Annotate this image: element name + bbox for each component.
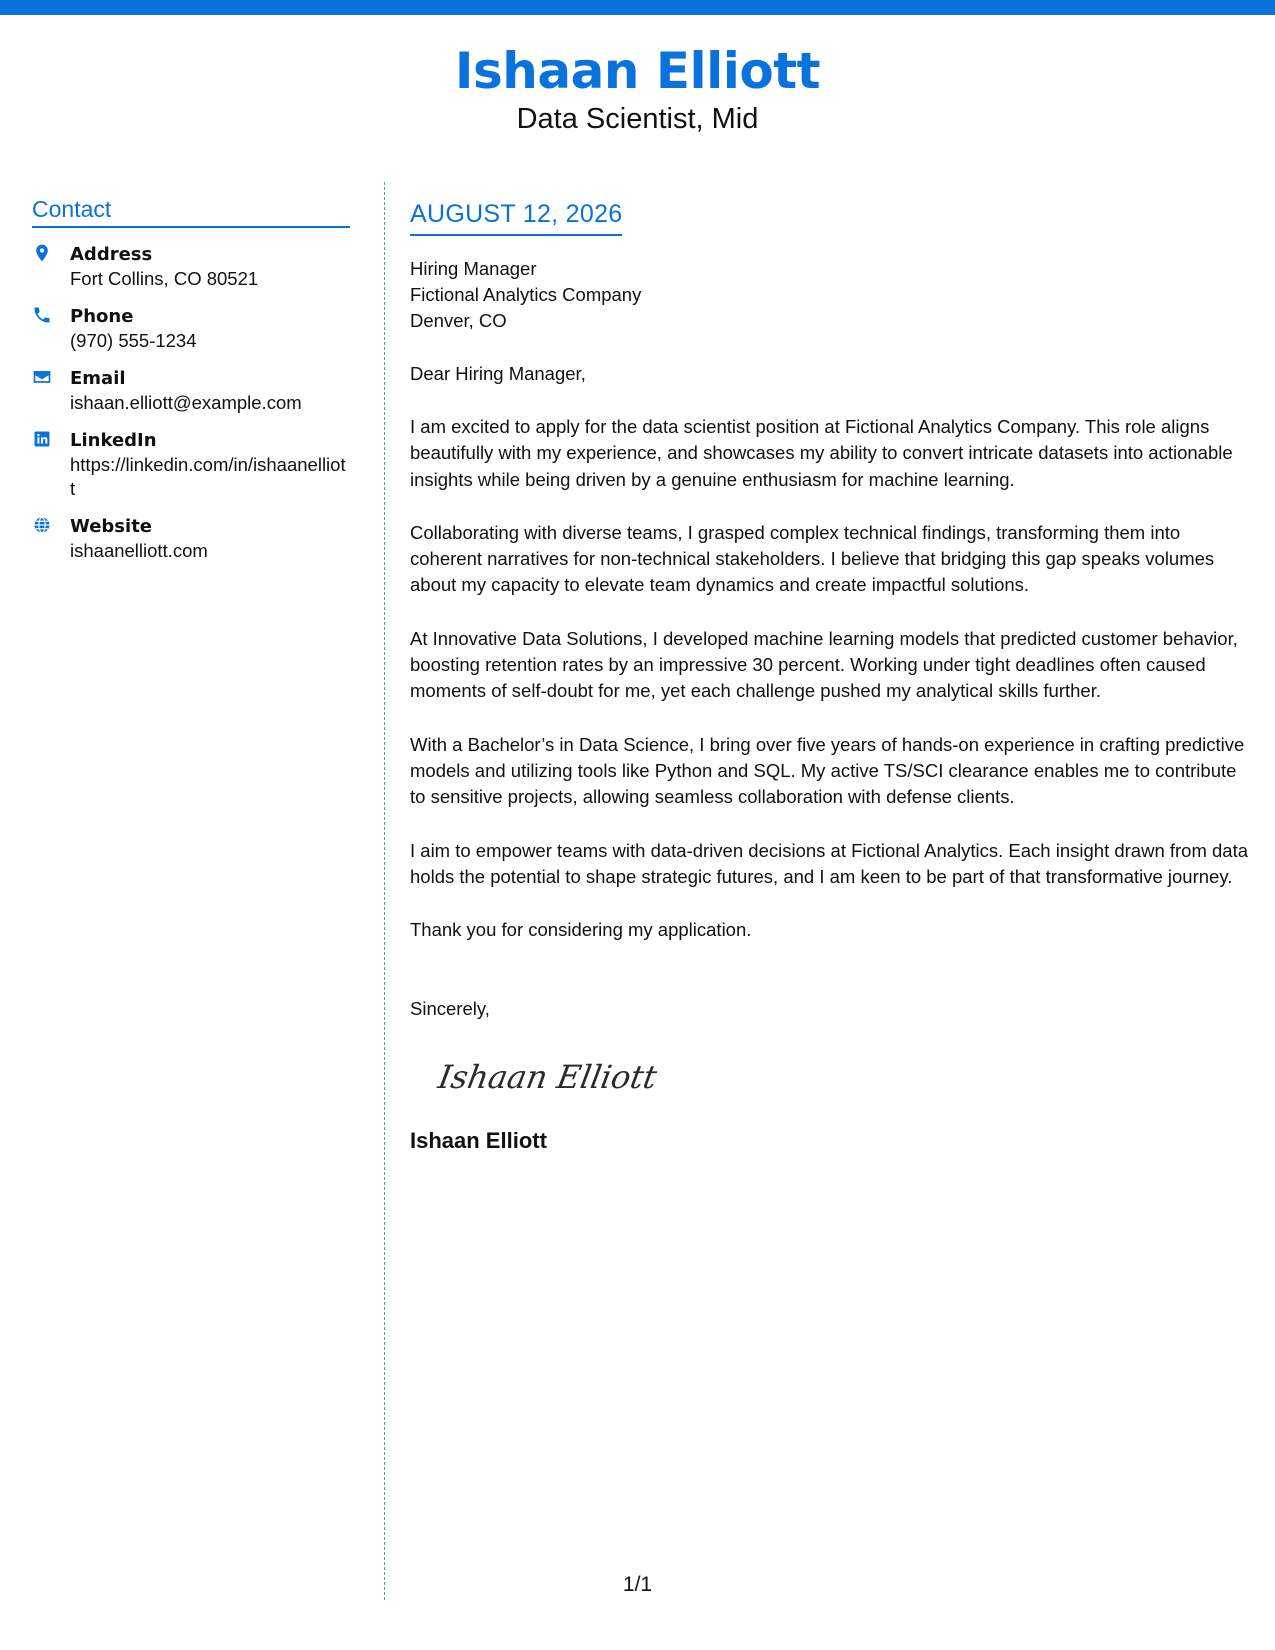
letter-date: AUGUST 12, 2026 <box>410 198 622 236</box>
map-pin-icon <box>32 243 54 265</box>
signature-image <box>434 1048 664 1104</box>
contact-phone <box>32 304 350 353</box>
paragraph: I am excited to apply for the data scientist position at Fictional Analytics Company. This role aligns beautifully with my experience, and showcases my ability to convert intricate datasets into actionable insights while being driven by a genuine enthusiasm for machine learning. <box>410 416 1233 490</box>
closing: Sincerely, <box>410 998 490 1020</box>
recipient-block <box>410 256 1252 334</box>
letter-body <box>410 198 1252 1155</box>
contact-sidebar <box>32 194 350 576</box>
candidate-name: Ishaan Elliott <box>454 42 821 100</box>
contact-value: (970) 555-1234 <box>70 330 197 351</box>
column-divider <box>384 182 385 1600</box>
recipient-location: Denver, CO <box>410 310 507 331</box>
contact-label: Website <box>70 516 153 537</box>
signer-name: Ishaan Elliott <box>410 1128 547 1154</box>
contact-value: Fort Collins, CO 80521 <box>70 268 259 289</box>
recipient-company: Fictional Analytics Company <box>410 284 642 305</box>
paragraph: With a Bachelor’s in Data Science, I bring over five years of hands-on experience in crafting predictive models and utilizing tools like Python and SQL. My active TS/SCI clearance enables me to contribute to sensitive projects, allowing seamless collaboration with defense clients. <box>410 733 1245 808</box>
envelope-icon <box>32 367 54 389</box>
greeting: Dear Hiring Manager, <box>410 363 586 384</box>
paragraph: I aim to empower teams with data-driven decisions at Fictional Analytics. Each insight drawn from data holds the potential to shape strategic futures, and I am keen to be part of that transformative journey. <box>410 839 1249 887</box>
globe-icon <box>32 515 54 537</box>
linkedin-icon <box>32 429 54 451</box>
contact-label: LinkedIn <box>70 430 157 451</box>
contact-label: Address <box>70 244 153 265</box>
paragraph: Thank you for considering my application. <box>410 919 752 941</box>
contact-linkedin <box>32 428 350 501</box>
contact-value[interactable]: ishaanelliott.com <box>70 540 208 561</box>
job-title: Data Scientist, Mid <box>516 103 759 135</box>
contact-value: ishaan.elliott@example.com <box>70 392 302 413</box>
paragraph: Collaborating with diverse teams, I grasped complex technical findings, transforming them into coherent narratives for non-technical stakeholders. I believe that bridging this gap speaks volumes about my capacity to elevate team dynamics and create impactful solutions. <box>410 521 1215 596</box>
contact-label: Email <box>70 368 126 389</box>
paragraph: At Innovative Data Solutions, I developed machine learning models that predicted customer behavior, boosting retention rates by an impressive 30 percent. Working under tight deadlines often caused moments of self-doubt for me, yet each challenge pushed my analytical skills further. <box>410 627 1238 702</box>
top-accent-bar <box>0 0 1275 15</box>
contact-heading: Contact <box>32 194 350 228</box>
contact-email <box>32 366 350 415</box>
signature-text: Ishaan Elliott <box>435 1058 660 1097</box>
contact-label: Phone <box>70 306 134 327</box>
contact-list <box>32 242 350 563</box>
contact-address <box>32 242 350 291</box>
page-number: 1/1 <box>622 1573 653 1596</box>
contact-value[interactable]: https://linkedin.com/in/ishaanelliott <box>70 454 346 499</box>
header <box>0 40 1275 136</box>
recipient-title: Hiring Manager <box>410 258 537 279</box>
phone-icon <box>32 305 54 327</box>
contact-website <box>32 514 350 563</box>
